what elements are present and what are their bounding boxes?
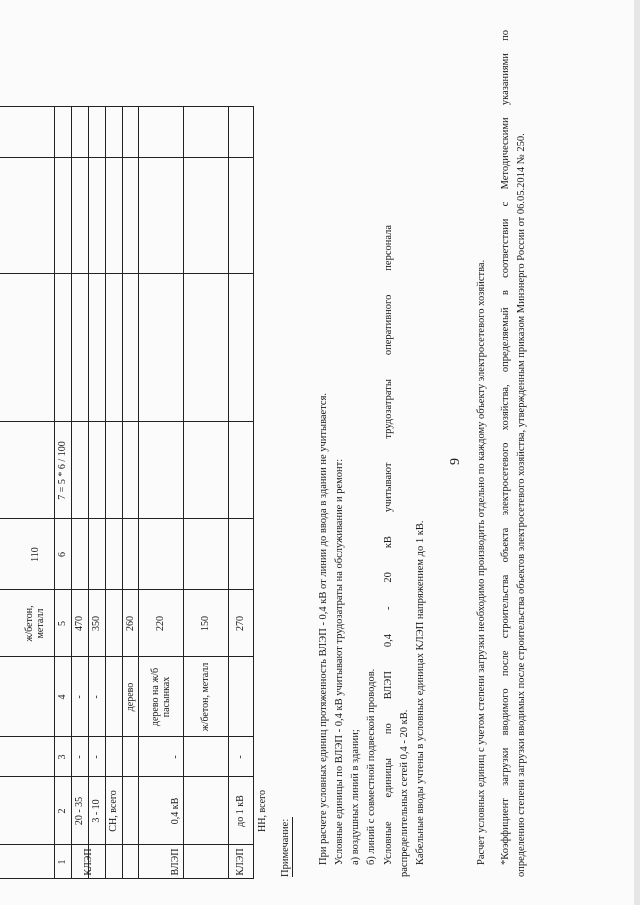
- kl-row2-c4: -: [91, 695, 102, 699]
- sn-total-label: СН, всего: [108, 790, 119, 832]
- vl-row3-material: ж/бетон, металл: [200, 662, 211, 732]
- note-p5b: распределительных сетей 0,4 - 20 кВ.: [399, 709, 410, 877]
- note-p4: б) линий с совместной подвеской проводов.: [366, 668, 377, 865]
- vl-voltage: 0,4 кВ: [169, 797, 181, 825]
- vl-c3: -: [169, 755, 181, 759]
- kl2-c3: -: [235, 755, 246, 759]
- vl-row3-value: 150: [200, 616, 211, 631]
- note-p1: При расчете условных единиц протяженность ВЛЭП - 0,4 кВ от линии до ввода в здании не учитывается.: [318, 392, 329, 865]
- vl-row1-material: дерево: [124, 682, 136, 712]
- col-num-1: 1: [57, 859, 68, 865]
- note-p7: Расчет условных единиц с учетом степени загрузки необходимо производить отдельно по каждому объекту электросетевого хозяйства.: [476, 259, 487, 865]
- vl-row1-value: 260: [124, 616, 136, 631]
- note-p8a: *Коэффициент загрузки вводимого после строительства объекта электросетевого хозяйства, определяемый в соответствии с Методическими указаниями по: [500, 30, 511, 865]
- group-vlep: ВЛЭП: [169, 848, 181, 876]
- kl2-value: 270: [235, 616, 246, 631]
- kl-row1-c3: -: [74, 755, 85, 759]
- col-num-6: 6: [57, 552, 68, 557]
- note-p5a: Условные единицы по ВЛЭП 0,4 - 20 кВ учитывают трудозатраты оперативного персонала: [383, 225, 394, 865]
- kl2-voltage: до 1 кВ: [235, 795, 246, 827]
- kl-row2-c5: 350: [91, 616, 102, 631]
- col-num-4: 4: [57, 694, 68, 700]
- note-p2: Условные единицы по ВЛЭП - 0,4 кВ учитывают трудозатраты на обслуживание и ремонт:: [334, 458, 345, 865]
- notes-title: Примечание:: [280, 818, 291, 877]
- vl-row2-material: дерево на ж/б пасынках: [149, 667, 172, 727]
- col-num-5: 5: [57, 621, 68, 626]
- kl-row1-c4: -: [74, 695, 85, 699]
- header-norm: 110: [29, 547, 41, 562]
- note-p3: а) воздушных линий в здании;: [350, 729, 361, 865]
- group-klep-lv: КЛЭП: [235, 848, 246, 876]
- note-p6: Кабельные вводы учтены в условных единицах КЛЭП напряжением до 1 кВ.: [415, 520, 426, 865]
- kl-row2-c3: -: [91, 755, 102, 759]
- kl-row1-c5: 470: [74, 616, 85, 631]
- nn-total-label: НН, всего: [256, 790, 268, 832]
- header-material: ж/бетон, металл: [24, 605, 46, 642]
- page-number: 9: [448, 458, 463, 465]
- col-num-3: 3: [57, 754, 68, 760]
- kl-row2-voltage: 3 - 10: [91, 799, 102, 823]
- col-num-7: 7 = 5 * 6 / 100: [57, 441, 68, 500]
- vl-row2-value: 220: [155, 616, 166, 631]
- group-klep: КЛЭП: [82, 848, 94, 876]
- col-num-2: 2: [57, 808, 68, 814]
- kl-row1-voltage: 20 - 35: [74, 796, 85, 826]
- note-p8b: определению степени загрузки вводимых после строительства объектов электросетевого хозяйства, утвержденным приказом Минэнерго России от 06.05.2014 № 250.: [516, 133, 527, 877]
